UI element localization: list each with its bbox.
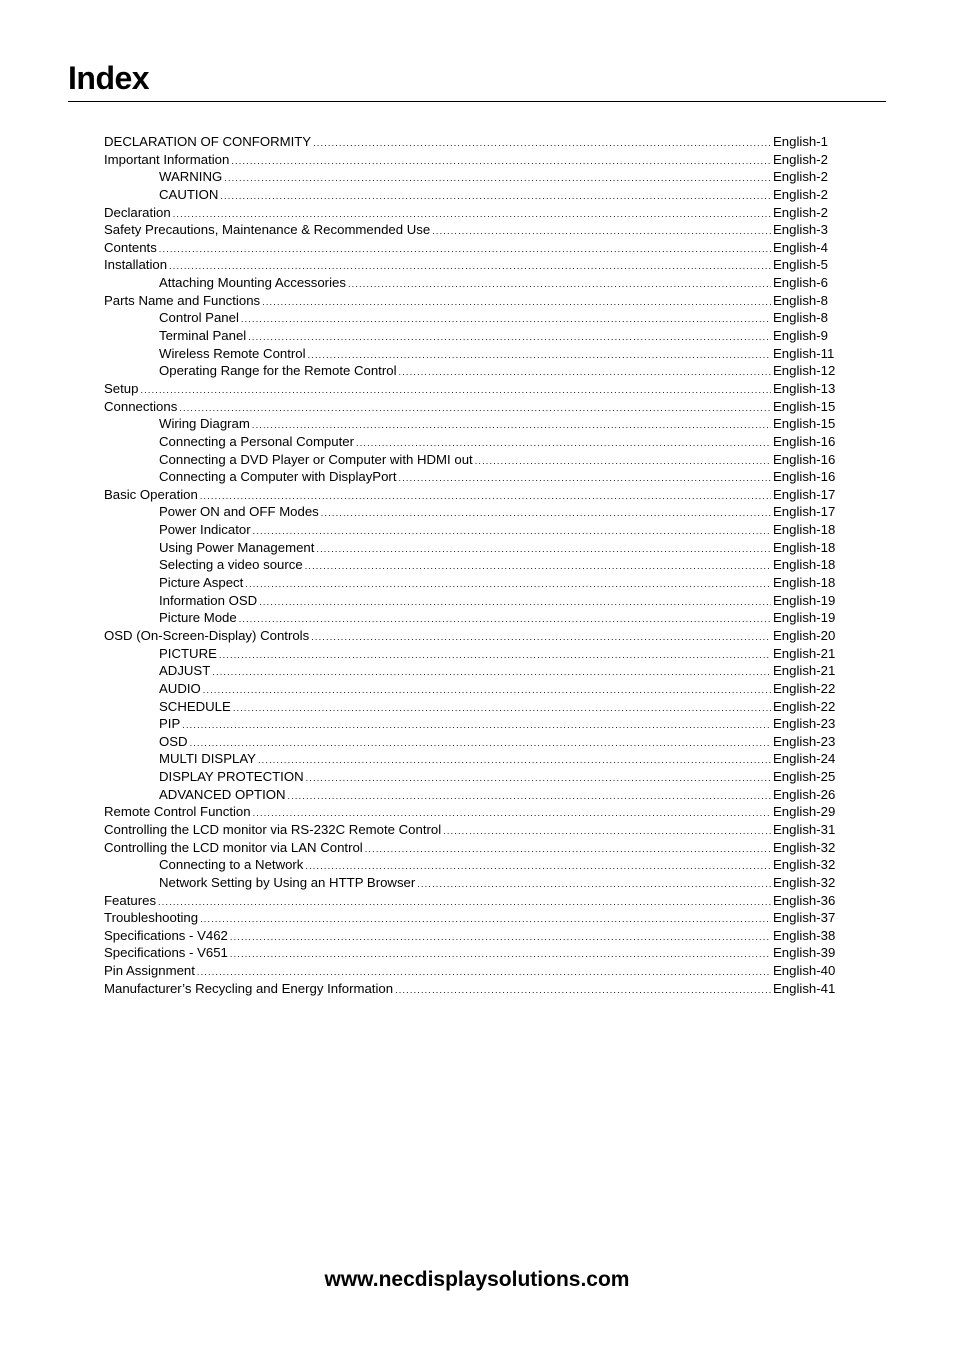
toc-entry-page: English-20 — [773, 627, 836, 643]
toc-entry[interactable] — [104, 327, 841, 345]
toc-entry-label: Information OSD — [159, 592, 258, 608]
toc-entry-page: English-25 — [773, 769, 836, 785]
dot-leader — [262, 294, 771, 312]
toc-entry[interactable] — [104, 433, 841, 451]
toc-entry-label: Connecting to a Network — [159, 857, 304, 873]
toc-entry-label: OSD — [159, 733, 188, 749]
dot-leader — [475, 453, 771, 471]
toc-entry-page: English-37 — [773, 910, 836, 926]
dot-leader — [288, 788, 771, 806]
toc-entry-label: Attaching Mounting Accessories — [159, 275, 346, 291]
dot-leader — [245, 576, 771, 594]
toc-entry-label: Controlling the LCD monitor via LAN Control — [104, 839, 363, 855]
dot-leader — [305, 558, 771, 576]
toc-entry-label: Safety Precautions, Maintenance & Recommended Use — [104, 222, 431, 238]
toc-entry[interactable] — [104, 574, 841, 592]
toc-entry-label: Manufacturer’s Recycling and Energy Information — [104, 980, 394, 996]
toc-entry-label: Picture Mode — [159, 610, 237, 626]
toc-entry[interactable] — [104, 909, 841, 927]
toc-entry-label: Important Information — [104, 151, 230, 167]
dot-leader — [200, 911, 771, 929]
toc-entry[interactable] — [104, 362, 841, 380]
toc-entry-page: English-23 — [773, 733, 836, 749]
toc-entry-page: English-29 — [773, 804, 836, 820]
dot-leader — [311, 629, 771, 647]
toc-entry[interactable] — [104, 927, 841, 945]
dot-leader — [321, 505, 771, 523]
toc-entry-page: English-32 — [773, 874, 836, 890]
toc-entry-label: SCHEDULE — [159, 698, 231, 714]
toc-entry-label: Connecting a Personal Computer — [159, 433, 354, 449]
toc-entry-label: Specifications - V651 — [104, 945, 228, 961]
toc-entry-label: Declaration — [104, 204, 171, 220]
dot-leader — [179, 400, 771, 418]
toc-entry-page: English-18 — [773, 539, 836, 555]
toc-entry[interactable] — [104, 962, 841, 980]
toc-entry-page: English-22 — [773, 698, 836, 714]
toc-entry-page: English-11 — [773, 345, 835, 361]
toc-entry-label: Connecting a DVD Player or Computer with HDMI out — [159, 451, 473, 467]
toc-entry[interactable] — [104, 944, 841, 962]
toc-entry-label: WARNING — [159, 169, 223, 185]
toc-entry-page: English-38 — [773, 927, 836, 943]
dot-leader — [443, 823, 771, 841]
toc-entry-page: English-4 — [773, 239, 828, 255]
toc-entry-page: English-32 — [773, 839, 836, 855]
toc-entry-page: English-18 — [773, 522, 836, 538]
dot-leader — [348, 276, 771, 294]
toc-entry-page: English-15 — [773, 416, 836, 432]
toc-entry[interactable] — [104, 256, 841, 274]
toc-entry-label: Pin Assignment — [104, 963, 195, 979]
toc-entry-page: English-6 — [773, 275, 828, 291]
toc-entry-page: English-31 — [773, 821, 836, 837]
toc-entry-page: English-40 — [773, 963, 836, 979]
toc-entry-page: English-16 — [773, 433, 836, 449]
dot-leader — [253, 523, 771, 541]
dot-leader — [313, 135, 771, 153]
toc-entry-label: PIP — [159, 716, 181, 732]
dot-leader — [239, 611, 771, 629]
toc-entry[interactable] — [104, 750, 841, 768]
toc-entry[interactable] — [104, 168, 841, 186]
toc-entry-label: Connections — [104, 398, 178, 414]
dot-leader — [140, 382, 771, 400]
toc-entry-label: Connecting a Computer with DisplayPort — [159, 469, 397, 485]
toc-entry[interactable] — [104, 556, 841, 574]
toc-entry-label: DISPLAY PROTECTION — [159, 769, 304, 785]
toc-entry-label: Power ON and OFF Modes — [159, 504, 319, 520]
toc-entry[interactable] — [104, 398, 841, 416]
dot-leader — [159, 241, 771, 259]
dot-leader — [224, 170, 771, 188]
dot-leader — [158, 894, 771, 912]
dot-leader — [231, 153, 771, 171]
toc-entry[interactable] — [104, 892, 841, 910]
website-footer: www.necdisplaysolutions.com — [324, 1268, 630, 1291]
toc-entry[interactable] — [104, 856, 841, 874]
toc-entry[interactable] — [104, 309, 841, 327]
dot-leader — [220, 188, 771, 206]
toc-entry[interactable] — [104, 380, 841, 398]
toc-entry-label: DECLARATION OF CONFORMITY — [104, 134, 312, 149]
toc-entry[interactable] — [104, 151, 841, 169]
toc-entry-label: Power Indicator — [159, 522, 251, 538]
toc-entry-label: Picture Aspect — [159, 575, 244, 591]
toc-entry-label: Selecting a video source — [159, 557, 303, 573]
toc-entry-page: English-22 — [773, 680, 836, 696]
toc-entry-page: English-26 — [773, 786, 836, 802]
toc-entry[interactable] — [104, 503, 841, 521]
toc-entry-label: OSD (On-Screen-Display) Controls — [104, 627, 310, 643]
toc-entry[interactable] — [104, 239, 841, 257]
dot-leader — [230, 946, 771, 964]
toc-entry-page: English-21 — [773, 645, 836, 661]
dot-leader — [219, 647, 771, 665]
dot-leader — [399, 470, 772, 488]
toc-entry[interactable] — [104, 415, 841, 433]
toc-entry-page: English-3 — [773, 222, 828, 238]
table-of-contents — [104, 133, 841, 997]
toc-entry-page: English-17 — [773, 504, 836, 520]
toc-entry[interactable] — [104, 292, 841, 310]
toc-entry[interactable] — [104, 468, 841, 486]
toc-entry[interactable] — [104, 186, 841, 204]
toc-entry-page: English-8 — [773, 310, 828, 326]
toc-entry-page: English-2 — [773, 151, 828, 167]
toc-entry[interactable] — [104, 592, 841, 610]
toc-entry[interactable] — [104, 645, 841, 663]
toc-entry[interactable] — [104, 609, 841, 627]
toc-entry[interactable] — [104, 521, 841, 539]
dot-leader — [365, 841, 771, 859]
page-title: Index — [68, 60, 150, 96]
toc-entry-label: Troubleshooting — [104, 910, 199, 926]
toc-entry-label: Parts Name and Functions — [104, 292, 261, 308]
toc-entry[interactable] — [104, 733, 841, 751]
toc-entry-page: English-2 — [773, 204, 828, 220]
toc-entry[interactable] — [104, 539, 841, 557]
toc-entry-label: ADJUST — [159, 663, 211, 679]
toc-entry-page: English-8 — [773, 292, 828, 308]
toc-entry-label: Control Panel — [159, 310, 239, 326]
toc-entry-label: Operating Range for the Remote Control — [159, 363, 397, 379]
toc-entry-page: English-1 — [773, 134, 828, 149]
toc-entry[interactable] — [104, 821, 841, 839]
dot-leader — [230, 929, 771, 947]
toc-entry-page: English-18 — [773, 557, 836, 573]
toc-entry-page: English-5 — [773, 257, 828, 273]
toc-entry-page: English-12 — [773, 363, 836, 379]
toc-entry-page: English-32 — [773, 857, 836, 873]
title-divider — [68, 101, 886, 102]
toc-entry[interactable] — [104, 486, 841, 504]
dot-leader — [417, 876, 771, 894]
toc-entry[interactable] — [104, 698, 841, 716]
toc-entry-label: Contents — [104, 239, 157, 255]
toc-entry-page: English-36 — [773, 892, 836, 908]
dot-leader — [190, 735, 771, 753]
toc-entry-page: English-15 — [773, 398, 836, 414]
toc-entry-label: Network Setting by Using an HTTP Browser — [159, 874, 416, 890]
toc-entry-page: English-16 — [773, 451, 836, 467]
toc-entry[interactable] — [104, 221, 841, 239]
toc-entry-label: Specifications - V462 — [104, 927, 228, 943]
toc-entry-label: Remote Control Function — [104, 804, 251, 820]
toc-entry-page: English-21 — [773, 663, 836, 679]
toc-entry-page: English-39 — [773, 945, 836, 961]
toc-entry-label: CAUTION — [159, 186, 219, 202]
toc-entry-page: English-2 — [773, 169, 828, 185]
dot-leader — [233, 700, 771, 718]
toc-entry-page: English-24 — [773, 751, 836, 767]
toc-entry-label: Terminal Panel — [159, 328, 247, 344]
toc-entry-page: English-23 — [773, 716, 836, 732]
toc-entry-page: English-17 — [773, 486, 836, 502]
dot-leader — [316, 541, 771, 559]
dot-leader — [203, 682, 771, 700]
toc-entry[interactable] — [104, 874, 841, 892]
toc-entry[interactable] — [104, 768, 841, 786]
dot-leader — [395, 982, 771, 1000]
toc-entry-page: English-2 — [773, 186, 828, 202]
toc-entry-label: ADVANCED OPTION — [159, 786, 286, 802]
dot-leader — [259, 594, 771, 612]
toc-entry-page: English-9 — [773, 328, 828, 344]
toc-entry-label: Setup — [104, 380, 139, 396]
toc-entry-label: Controlling the LCD monitor via RS-232C Remote Control — [104, 821, 442, 837]
toc-entry-page: English-18 — [773, 575, 836, 591]
toc-entry[interactable] — [104, 839, 841, 857]
toc-entry[interactable] — [104, 451, 841, 469]
dot-leader — [432, 223, 771, 241]
toc-entry-label: AUDIO — [159, 680, 201, 696]
toc-entry[interactable] — [104, 803, 841, 821]
dot-leader — [306, 770, 771, 788]
toc-entry[interactable] — [104, 980, 841, 998]
toc-entry-label: Installation — [104, 257, 168, 273]
toc-entry-label: Using Power Management — [159, 539, 315, 555]
toc-entry[interactable] — [104, 274, 841, 292]
dot-leader — [241, 311, 771, 329]
toc-entry[interactable] — [104, 345, 841, 363]
toc-entry-page: English-13 — [773, 380, 836, 396]
dot-leader — [258, 752, 771, 770]
toc-entry-label: PICTURE — [159, 645, 217, 661]
toc-entry-label: Features — [104, 892, 157, 908]
dot-leader — [399, 364, 771, 382]
toc-entry[interactable] — [104, 662, 841, 680]
toc-entry-label: Wiring Diagram — [159, 416, 250, 432]
toc-entry-page: English-41 — [773, 980, 836, 996]
toc-entry[interactable] — [104, 786, 841, 804]
dot-leader — [182, 717, 771, 735]
toc-entry-label: MULTI DISPLAY — [159, 751, 256, 767]
dot-leader — [212, 664, 771, 682]
toc-entry[interactable] — [104, 715, 841, 733]
toc-entry[interactable] — [104, 204, 841, 222]
toc-entry-page: English-19 — [773, 610, 836, 626]
toc-entry-label: Wireless Remote Control — [159, 345, 306, 361]
dot-leader — [248, 329, 771, 347]
toc-entry[interactable] — [104, 133, 841, 151]
toc-entry-page: English-19 — [773, 592, 836, 608]
toc-entry[interactable] — [104, 680, 841, 698]
toc-entry-page: English-16 — [773, 469, 836, 485]
toc-entry-label: Basic Operation — [104, 486, 198, 502]
toc-entry[interactable] — [104, 627, 841, 645]
